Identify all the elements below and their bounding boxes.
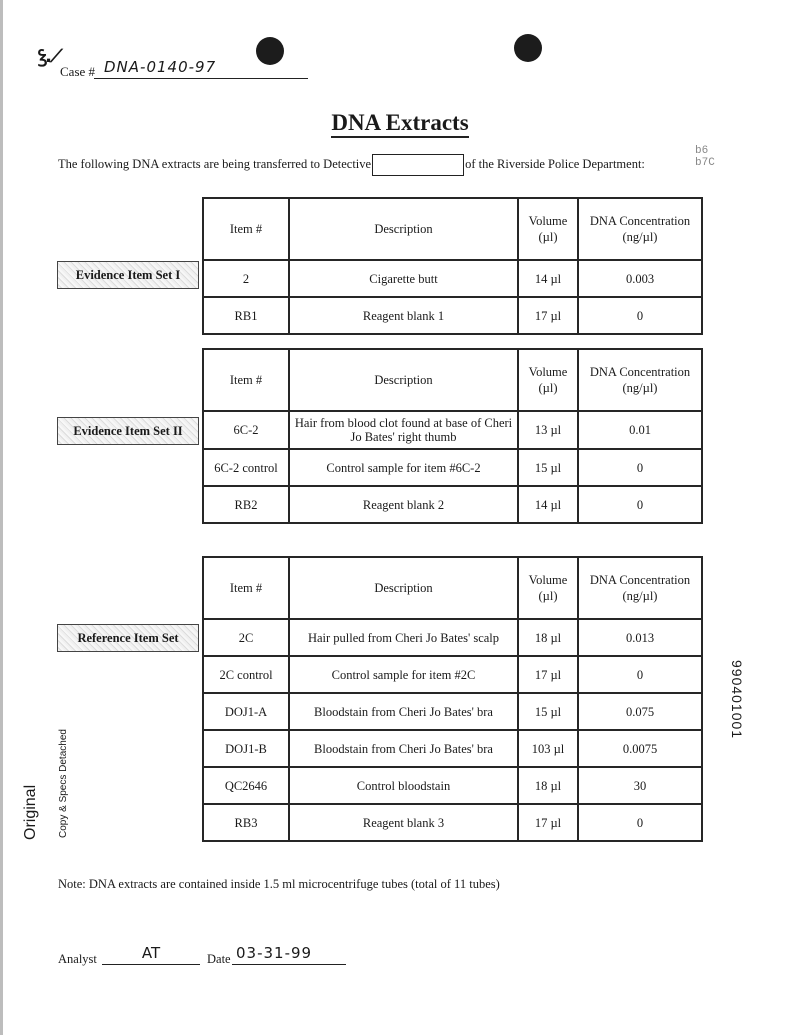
page-title: DNA Extracts	[0, 110, 800, 136]
cell-concentration: 0	[578, 449, 702, 486]
cell-volume: 15 µl	[518, 693, 578, 730]
handwritten-mark: ꝣ.⟋	[38, 46, 61, 67]
cell-concentration: 0.013	[578, 619, 702, 656]
original-stamp: Original	[22, 784, 39, 840]
cell-concentration: 0.075	[578, 693, 702, 730]
cell-item: RB1	[203, 297, 289, 334]
col-header-volume: Volume (µl)	[518, 557, 578, 619]
table-row	[203, 449, 702, 486]
case-number-field: DNA-0140-97	[94, 58, 308, 79]
cell-volume: 18 µl	[518, 767, 578, 804]
cell-volume: 17 µl	[518, 297, 578, 334]
col-header-description: Description	[289, 557, 518, 619]
col-header-description: Description	[289, 198, 518, 260]
table-row	[203, 804, 702, 841]
redacted-name-box	[372, 154, 464, 176]
cell-volume: 15 µl	[518, 449, 578, 486]
serial-number: 990401001	[729, 660, 745, 740]
foia-exemption-codes: b6 b7C	[695, 145, 715, 169]
copy-specs-stamp: Copy & Specs Detached	[58, 729, 69, 838]
cell-description: Reagent blank 3	[289, 804, 518, 841]
cell-description: Reagent blank 2	[289, 486, 518, 523]
cell-concentration: 0.0075	[578, 730, 702, 767]
table-row	[203, 297, 702, 334]
date-label: Date	[207, 952, 231, 966]
date-value: 03-31-99	[232, 944, 346, 965]
col-header-volume: Volume (µl)	[518, 349, 578, 411]
cell-volume: 103 µl	[518, 730, 578, 767]
table-row	[203, 411, 702, 449]
cell-description: Hair from blood clot found at base of Cheri Jo Bates' right thumb	[289, 411, 518, 449]
cell-description: Bloodstain from Cheri Jo Bates' bra	[289, 693, 518, 730]
cell-item: DOJ1-A	[203, 693, 289, 730]
intro-text: The following DNA extracts are being transferred to Detective of the Riverside Police Department:	[58, 154, 645, 176]
table-row	[203, 767, 702, 804]
table-header-row	[203, 349, 702, 411]
cell-item: 6C-2	[203, 411, 289, 449]
table-row	[203, 619, 702, 656]
col-header-description: Description	[289, 349, 518, 411]
table-row	[203, 693, 702, 730]
cell-concentration: 0	[578, 656, 702, 693]
cell-description: Control bloodstain	[289, 767, 518, 804]
cell-item: 2C control	[203, 656, 289, 693]
cell-description: Bloodstain from Cheri Jo Bates' bra	[289, 730, 518, 767]
table-row	[203, 260, 702, 297]
table-header-row	[203, 198, 702, 260]
cell-description: Reagent blank 1	[289, 297, 518, 334]
set-label-reference: Reference Item Set	[57, 624, 199, 652]
cell-volume: 18 µl	[518, 619, 578, 656]
cell-description: Cigarette butt	[289, 260, 518, 297]
cell-concentration: 0.003	[578, 260, 702, 297]
evidence-set-2-table	[202, 348, 703, 524]
cell-item: DOJ1-B	[203, 730, 289, 767]
table-header-row	[203, 557, 702, 619]
punch-hole-right	[514, 34, 542, 62]
cell-concentration: 30	[578, 767, 702, 804]
col-header-concentration: DNA Concentration (ng/µl)	[578, 557, 702, 619]
table-row	[203, 486, 702, 523]
cell-volume: 13 µl	[518, 411, 578, 449]
cell-volume: 17 µl	[518, 656, 578, 693]
cell-item: 2C	[203, 619, 289, 656]
cell-concentration: 0	[578, 486, 702, 523]
cell-volume: 14 µl	[518, 486, 578, 523]
cell-item: RB3	[203, 804, 289, 841]
table-row	[203, 656, 702, 693]
col-header-item: Item #	[203, 557, 289, 619]
cell-volume: 14 µl	[518, 260, 578, 297]
cell-concentration: 0.01	[578, 411, 702, 449]
scan-edge	[0, 0, 3, 1035]
cell-item: RB2	[203, 486, 289, 523]
col-header-concentration: DNA Concentration (ng/µl)	[578, 198, 702, 260]
cell-concentration: 0	[578, 297, 702, 334]
reference-set-table	[202, 556, 703, 842]
case-label: Case #	[60, 64, 96, 79]
set-label-evidence-1: Evidence Item Set I	[57, 261, 199, 289]
evidence-set-1-table	[202, 197, 703, 335]
cell-item: 6C-2 control	[203, 449, 289, 486]
cell-volume: 17 µl	[518, 804, 578, 841]
cell-item: 2	[203, 260, 289, 297]
cell-description: Control sample for item #6C-2	[289, 449, 518, 486]
col-header-item: Item #	[203, 198, 289, 260]
col-header-item: Item #	[203, 349, 289, 411]
col-header-volume: Volume (µl)	[518, 198, 578, 260]
cell-item: QC2646	[203, 767, 289, 804]
col-header-concentration: DNA Concentration (ng/µl)	[578, 349, 702, 411]
set-label-evidence-2: Evidence Item Set II	[57, 417, 199, 445]
note-text: Note: DNA extracts are contained inside 1.5 ml microcentrifuge tubes (total of 11 tubes)	[58, 877, 500, 891]
analyst-initials: AT	[102, 944, 200, 965]
table-row	[203, 730, 702, 767]
cell-description: Control sample for item #2C	[289, 656, 518, 693]
cell-concentration: 0	[578, 804, 702, 841]
analyst-label: Analyst	[58, 952, 97, 966]
cell-description: Hair pulled from Cheri Jo Bates' scalp	[289, 619, 518, 656]
